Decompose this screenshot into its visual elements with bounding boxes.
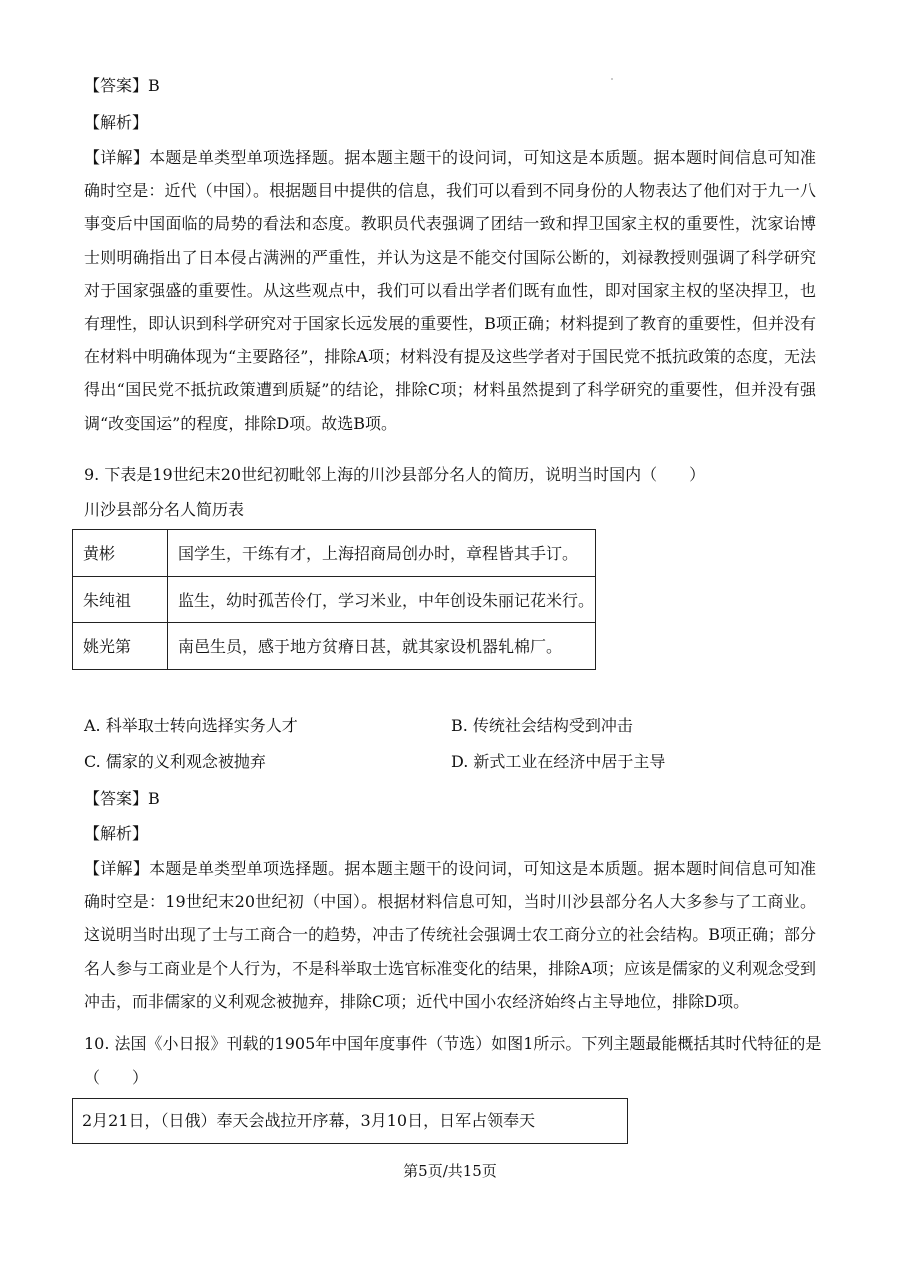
table-row [73, 623, 596, 670]
person-bio: 南邑生员，感于地方贫瘠日甚，就其家设机器轧棉厂。 [168, 623, 596, 670]
person-name: 黄彬 [73, 530, 168, 577]
q9-option-d: D. 新式工业在经济中居于主导 [451, 752, 666, 771]
person-name: 姚光第 [73, 623, 168, 670]
q9-answer: 【答案】B [84, 789, 160, 808]
person-bio: 监生，幼时孤苦伶仃，学习米业，中年创设朱丽记花米行。 [168, 576, 596, 623]
q9-option-c: C. 儒家的义利观念被抛弃 [84, 752, 266, 771]
q8-detail-paragraph: 【详解】本题是单类型单项选择题。据本题主题干的设问词，可知这是本质题。据本题时间信息可知准确时空是：近代（中国）。根据题目中提供的信息，我们可以看到不同身份的人物表达了他们对于九一八事变后中国面临的局势的看法和态度。教职员代表强调了团结一致和捍卫国家主权的重要性，沈家诒博士则明确指出了日本侵占满洲的严重性，并认为这是不能交付国际公断的，刘禄教授则强调了科学研究对于国家强盛的重要性。从这些观点中，我们可以看出学者们既有血性，即对国家主权的坚决捍卫，也有理性，即认识到科学研究对于国家长远发展的重要性，B项正确；材料提到了教育的重要性，但并没有在材料中明确体现为“主要路径”，排除A项；材料没有提及这些学者对于国民党不抵抗政策的态度，无法得出“国民党不抵抗政策遭到质疑”的结论，排除C项；材料虽然提到了科学研究的重要性，但并没有强调“改变国运”的程度，排除D项。故选B项。 [84, 148, 816, 433]
q9-option-b: B. 传统社会结构受到冲击 [451, 716, 633, 735]
q8-answer: 【答案】B [84, 76, 160, 95]
page-number-footer: 第5页/共15页 [403, 1162, 497, 1180]
table-row [73, 530, 596, 577]
q10-stem: 10. 法国《小日报》刊载的1905年中国年度事件（节选）如图1所示。下列主题最能概括其时代特征的是 [84, 1034, 822, 1053]
person-name: 朱纯祖 [73, 576, 168, 623]
table-row [73, 576, 596, 623]
famous-people-table [72, 529, 596, 670]
q9-analysis-heading: 【解析】 [84, 824, 149, 843]
q9-detail-paragraph: 【详解】本题是单类型单项选择题。据本题主题干的设问词，可知这是本质题。据本题时间信息可知准确时空是：19世纪末20世纪初（中国）。根据材料信息可知，当时川沙县部分名人大多参与了工商业。这说明当时出现了士与工商合一的趋势，冲击了传统社会强调士农工商分立的社会结构。B项正确；部分名人参与工商业是个人行为，不是科举取士选官标准变化的结果，排除A项；应该是儒家的义利观念受到冲击，而非儒家的义利观念被抛弃，排除C项；近代中国小农经济始终占主导地位，排除D项。 [84, 859, 816, 1011]
scan-speck [611, 78, 613, 80]
q10-stem-blank: （ ） [84, 1068, 149, 1087]
q9-stem: 9. 下表是19世纪末20世纪初毗邻上海的川沙县部分名人的简历，说明当时国内（ ） [84, 465, 706, 484]
q10-figure-excerpt-box: 2月21日，（日俄）奉天会战拉开序幕，3月10日，日军占领奉天 [72, 1098, 628, 1144]
q8-analysis-heading: 【解析】 [84, 113, 149, 132]
q9-option-a: A. 科举取士转向选择实务人才 [84, 716, 298, 735]
person-bio: 国学生，干练有才，上海招商局创办时，章程皆其手订。 [168, 530, 596, 577]
q9-table-title: 川沙县部分名人简历表 [84, 500, 245, 519]
